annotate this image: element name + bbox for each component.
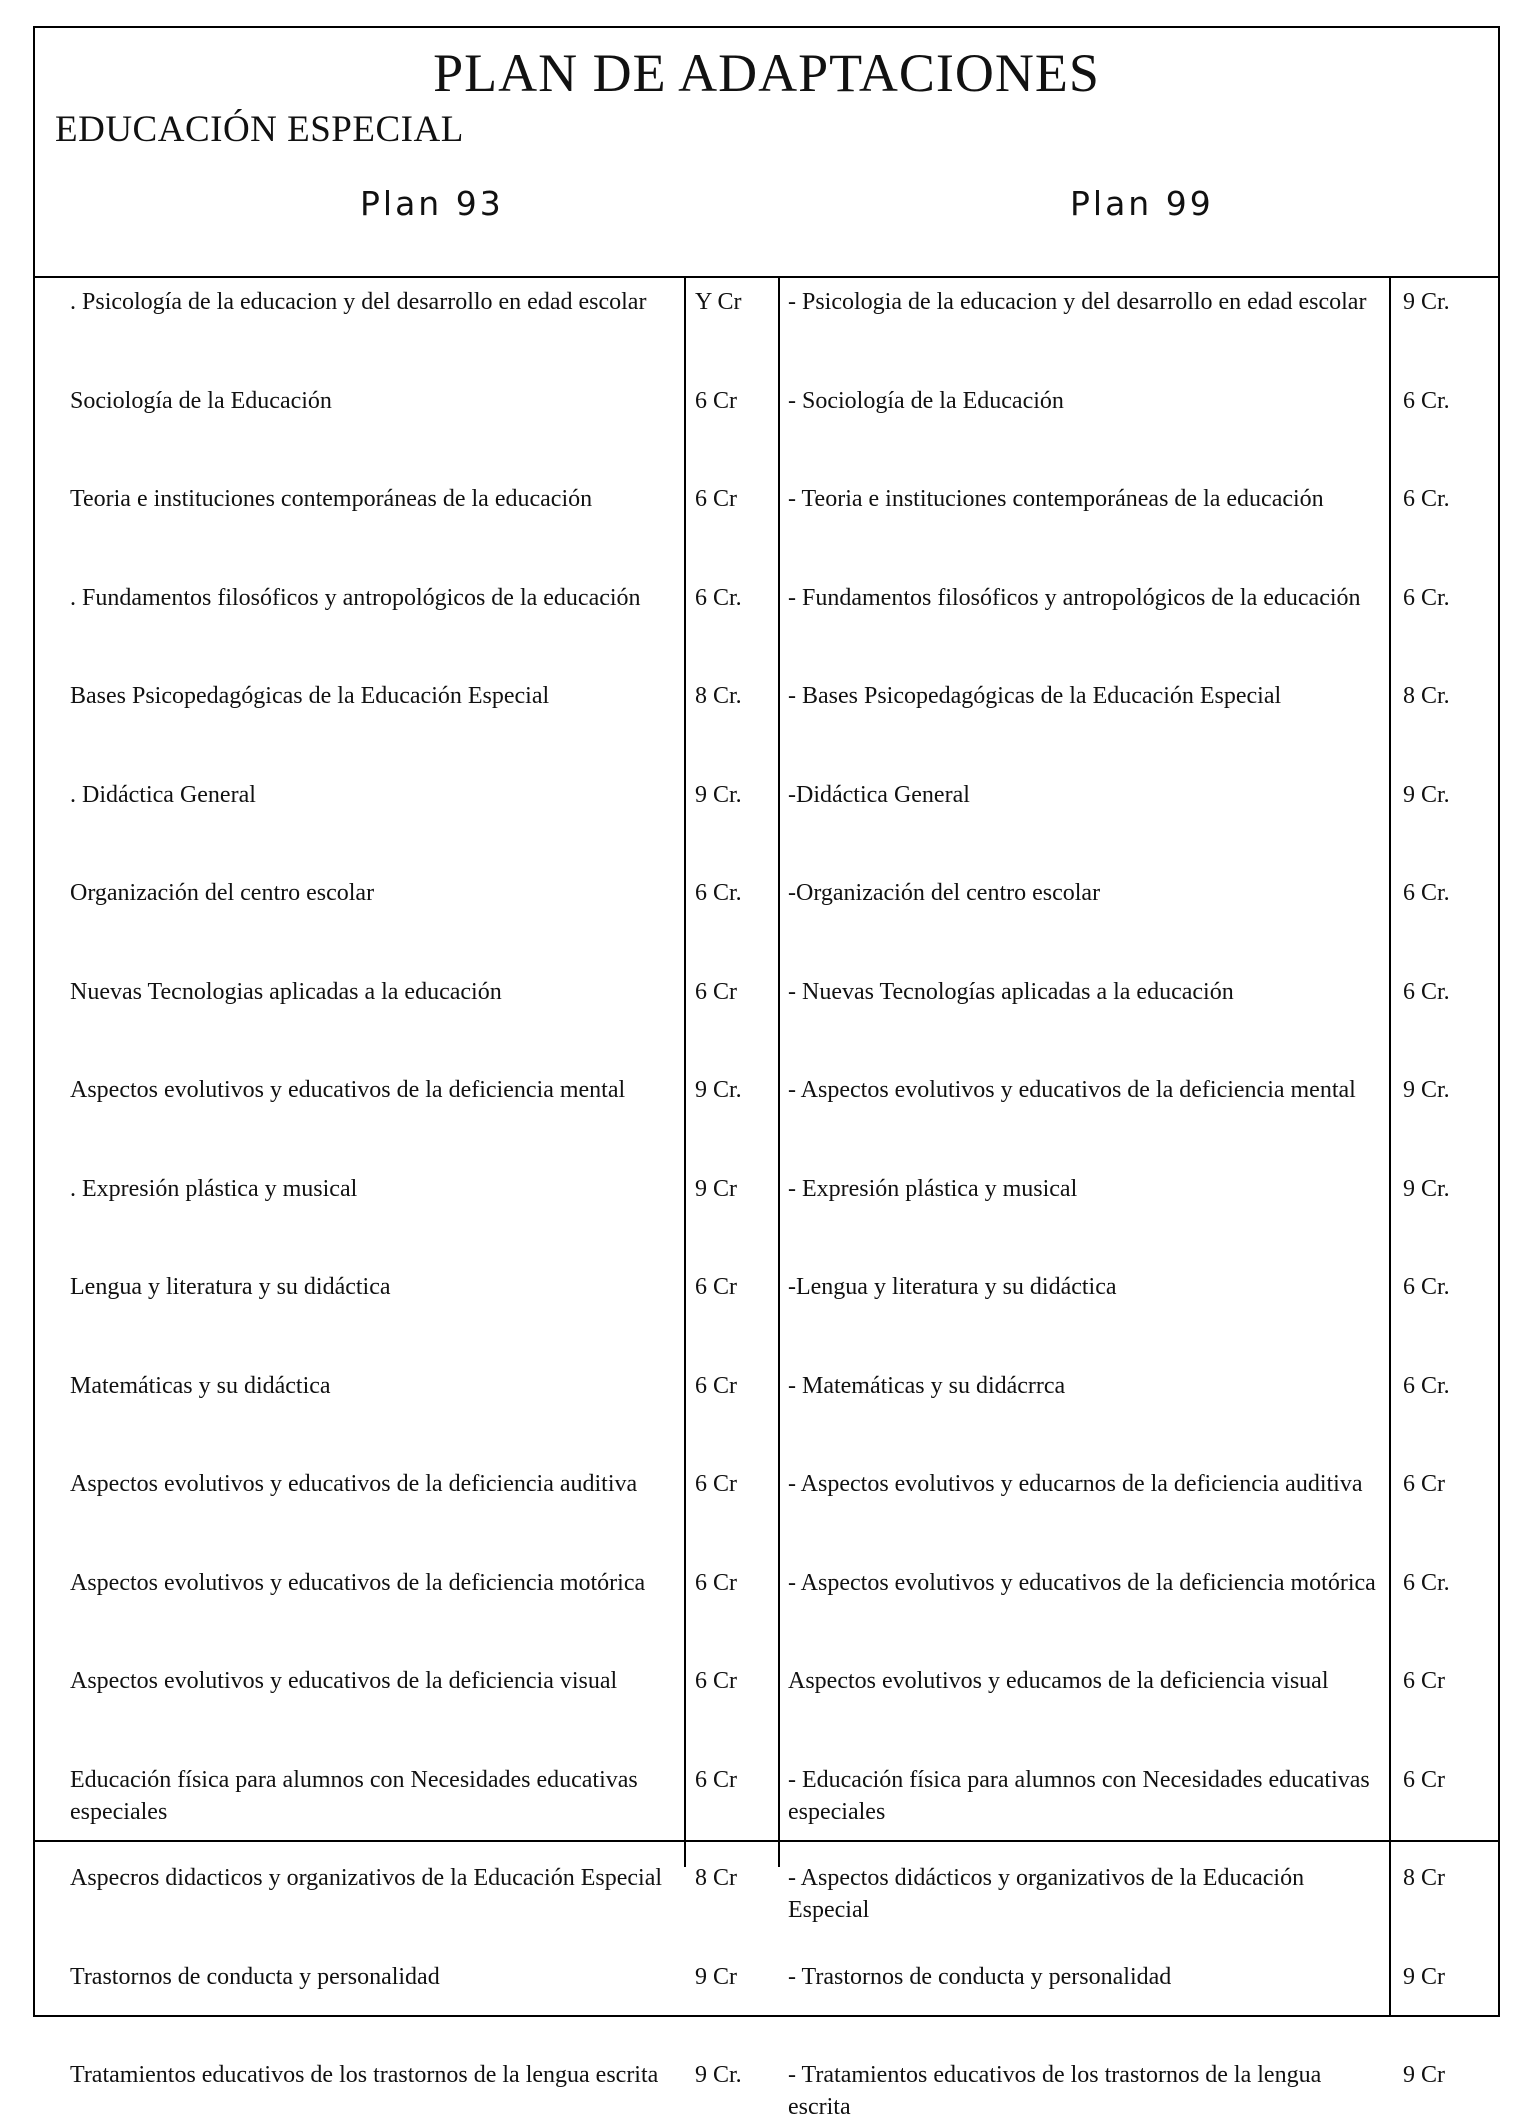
header	[35, 28, 1498, 278]
plan93-subject: Aspecros didacticos y organizativos de la Educación Especial	[70, 1865, 663, 1891]
table-row	[35, 867, 1498, 931]
plan99-credits: 6 Cr.	[1403, 1274, 1450, 1300]
table-row	[35, 375, 1498, 439]
table-bottom-rule	[35, 1840, 1498, 1842]
plan93-subject: Matemáticas y su didáctica	[70, 1373, 331, 1399]
plan93-subject: Lengua y literatura y su didáctica	[70, 1274, 391, 1300]
plan93-credits: 9 Cr	[695, 1964, 737, 1990]
plan99-credits: 9 Cr.	[1403, 289, 1450, 315]
plan99-credits: 6 Cr	[1403, 1471, 1445, 1497]
plan93-credits: 9 Cr.	[695, 782, 742, 808]
plan99-credits: 6 Cr.	[1403, 585, 1450, 611]
plan99-subject: - Aspectos didácticos y organizativos de la Educación Especial	[788, 1865, 1305, 1923]
plan99-subject: - Educación física para alumnos con Necesidades educativas especiales	[788, 1767, 1370, 1825]
plan99-subject: - Fundamentos filosóficos y antropológicos de la educación	[788, 585, 1361, 611]
page-title: PLAN DE ADAPTACIONES	[433, 43, 1100, 103]
plan93-subject: Bases Psicopedagógicas de la Educación Especial	[70, 683, 550, 709]
table-row	[35, 2049, 1498, 2120]
table-row	[35, 1951, 1498, 2015]
plan99-subject: - Aspectos evolutivos y educativos de la deficiencia mental	[788, 1077, 1356, 1103]
plan93-credits: Y Cr	[695, 289, 742, 315]
plan99-credits: 6 Cr.	[1403, 880, 1450, 906]
plan99-subject: - Sociología de la Educación	[788, 388, 1064, 414]
plan93-credits: 6 Cr	[695, 979, 737, 1005]
table-row	[35, 1360, 1498, 1424]
plan93-subject: Organización del centro escolar	[70, 880, 375, 906]
plan93-subject: Teoria e instituciones contemporáneas de la educación	[70, 486, 593, 512]
plan99-subject: - Aspectos evolutivos y educativos de la deficiencia motórica	[788, 1570, 1376, 1596]
plan93-subject: Trastornos de conducta y personalidad	[70, 1964, 440, 1990]
page-subtitle: EDUCACIÓN ESPECIAL	[55, 109, 464, 150]
plan99-credits: 8 Cr	[1403, 1865, 1445, 1891]
plan93-subject: . Expresión plástica y musical	[70, 1176, 358, 1202]
table-row	[35, 473, 1498, 537]
plan93-subject: Aspectos evolutivos y educativos de la deficiencia visual	[70, 1668, 618, 1694]
plan93-subject: Aspectos evolutivos y educativos de la deficiencia mental	[70, 1077, 626, 1103]
plan99-subject: - Teoria e instituciones contemporáneas de la educación	[788, 486, 1324, 512]
table-row	[35, 966, 1498, 1030]
plan93-credits: 6 Cr.	[695, 880, 742, 906]
plan93-subject: Nuevas Tecnologias aplicadas a la educación	[70, 979, 502, 1005]
table-row	[35, 276, 1498, 340]
plan99-subject: - Matemáticas y su didácrrca	[788, 1373, 1066, 1399]
plan99-credits: 9 Cr.	[1403, 782, 1450, 808]
plan93-subject: . Fundamentos filosóficos y antropológicos de la educación	[70, 585, 641, 611]
table-row	[35, 1557, 1498, 1621]
plan99-credits: 6 Cr.	[1403, 979, 1450, 1005]
plan93-subject: . Didáctica General	[70, 782, 256, 808]
plan99-credits: 8 Cr.	[1403, 683, 1450, 709]
plan99-credits: 9 Cr	[1403, 2062, 1445, 2088]
plan93-credits: 6 Cr	[695, 1373, 737, 1399]
plan99-subject: -Organización del centro escolar	[788, 880, 1101, 906]
plan93-subject: Aspectos evolutivos y educativos de la deficiencia motórica	[70, 1570, 646, 1596]
plan93-credits: 9 Cr.	[695, 1077, 742, 1103]
table-row	[35, 1754, 1498, 1825]
table-row	[35, 1655, 1498, 1719]
plan99-credits: 6 Cr.	[1403, 1373, 1450, 1399]
plan93-subject: Aspectos evolutivos y educativos de la deficiencia auditiva	[70, 1471, 638, 1497]
plan93-credits: 6 Cr	[695, 1767, 737, 1793]
plan99-credits: 9 Cr.	[1403, 1077, 1450, 1103]
table-row	[35, 1852, 1498, 1923]
plan99-credits: 6 Cr.	[1403, 486, 1450, 512]
table-row	[35, 1458, 1498, 1522]
plan93-credits: 6 Cr	[695, 1570, 737, 1596]
plan93-credits: 8 Cr.	[695, 683, 742, 709]
plan99-credits: 9 Cr	[1403, 1964, 1445, 1990]
plan93-subject: Sociología de la Educación	[70, 388, 332, 414]
table-row	[35, 769, 1498, 833]
plan99-subject: - Aspectos evolutivos y educarnos de la deficiencia auditiva	[788, 1471, 1363, 1497]
plan99-subject: - Trastornos de conducta y personalidad	[788, 1964, 1172, 1990]
plan99-credits: 6 Cr	[1403, 1668, 1445, 1694]
plan93-credits: 6 Cr	[695, 388, 737, 414]
plan93-credits: 9 Cr.	[695, 2062, 742, 2088]
plan99-subject: - Tratamientos educativos de los trastornos de la lengua escrita	[788, 2062, 1322, 2120]
plan93-credits: 6 Cr.	[695, 585, 742, 611]
plan93-credits: 6 Cr	[695, 1668, 737, 1694]
plan99-subject: - Bases Psicopedagógicas de la Educación Especial	[788, 683, 1282, 709]
plan99-credits: 6 Cr.	[1403, 1570, 1450, 1596]
plan93-credits: 9 Cr	[695, 1176, 737, 1202]
plan93-subject: Tratamientos educativos de los trastornos de la lengua escrita	[70, 2062, 659, 2088]
plan99-credits: 6 Cr	[1403, 1767, 1445, 1793]
table-row	[35, 1064, 1498, 1128]
plan99-credits: 9 Cr.	[1403, 1176, 1450, 1202]
document-frame	[33, 26, 1500, 2120]
plan93-subject: . Psicología de la educacion y del desarrollo en edad escolar	[70, 289, 647, 315]
table-row	[35, 1261, 1498, 1325]
plan99-subject: -Didáctica General	[788, 782, 970, 808]
table-row	[35, 670, 1498, 734]
plan99-subject: - Nuevas Tecnologías aplicadas a la educación	[788, 979, 1234, 1005]
plan99-credits: 6 Cr.	[1403, 388, 1450, 414]
plan93-credits: 6 Cr	[695, 1274, 737, 1300]
plan93-credits: 8 Cr	[695, 1865, 737, 1891]
table-row	[35, 572, 1498, 636]
table-row	[35, 1163, 1498, 1227]
plan99-subject: - Psicologia de la educacion y del desarrollo en edad escolar	[788, 289, 1367, 315]
plan99-subject: Aspectos evolutivos y educamos de la deficiencia visual	[788, 1668, 1329, 1694]
plan93-credits: 6 Cr	[695, 486, 737, 512]
plan99-subject: - Expresión plástica y musical	[788, 1176, 1078, 1202]
plan93-subject: Educación física para alumnos con Necesidades educativas especiales	[70, 1767, 638, 1825]
plan99-subject: -Lengua y literatura y su didáctica	[788, 1274, 1117, 1300]
plan99-heading: Plan 99	[1070, 184, 1214, 223]
plan93-credits: 6 Cr	[695, 1471, 737, 1497]
plan93-heading: Plan 93	[360, 184, 504, 223]
